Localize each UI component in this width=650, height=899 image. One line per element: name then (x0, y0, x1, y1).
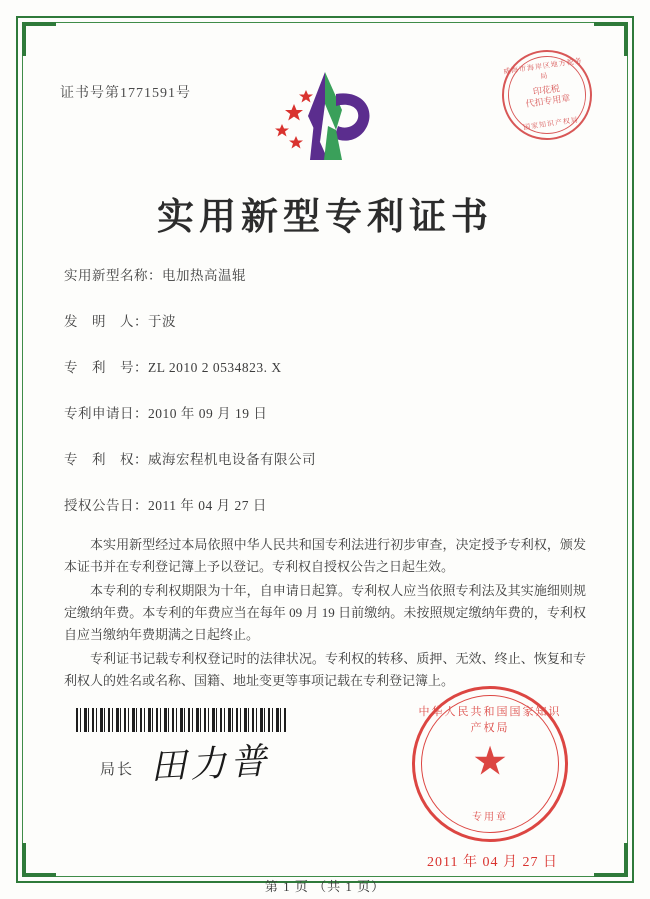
field-row-name (64, 264, 586, 284)
certificate-number: 证书号第1771591号 (60, 86, 191, 101)
official-seal-top-text: 中华人民共和国国家知识产权局 (418, 706, 562, 734)
page-footer: 第 1 页 （共 1 页） (264, 879, 386, 894)
director-signature: 田力普 (149, 740, 272, 788)
field-value-application-date: 2010 年 09 月 19 日 (148, 406, 268, 421)
field-label-grant-date: 授权公告日： (64, 498, 148, 513)
certificate-content (40, 36, 610, 869)
field-value-patent-number: ZL 2010 2 0534823. X (148, 360, 282, 375)
page-title: 实用新型专利证书 (157, 197, 493, 238)
body-paragraph-1: 本实用新型经过本局依照中华人民共和国专利法进行初步审查，决定授予专利权，颁发本证书并在专利登记簿上予以登记。专利权自授权公告之日起生效。 (64, 537, 586, 574)
field-row-grant-date (64, 494, 586, 514)
field-label-application-date: 专利申请日： (64, 406, 148, 421)
field-row-patent-number (64, 356, 586, 376)
director-label: 局长 (100, 762, 135, 778)
tax-stamp-bottom-text: 国家知识产权局 (522, 115, 580, 132)
body-paragraph-2: 本专利的专利权期限为十年，自申请日起算。专利权人应当依照专利法及其实施细则规定缴纳年费。本专利的年费应当在每年 09 月 19 日前缴纳。未按照规定缴纳年费的，专利权自应当缴纳年费期满之日起终止。 (64, 583, 586, 642)
field-list (64, 264, 586, 540)
field-label-patentee: 专 利 权： (64, 452, 148, 467)
tax-stamp-seal (496, 44, 598, 146)
field-label-name: 实用新型名称： (64, 268, 162, 283)
sipo-logo-icon (250, 64, 400, 176)
field-value-patentee: 威海宏程机电设备有限公司 (148, 452, 316, 467)
official-red-seal (412, 686, 568, 842)
field-label-inventor: 发 明 人： (64, 314, 148, 329)
seal-date: 2011 年 04 月 27 日 (427, 855, 558, 870)
field-row-patentee (64, 448, 586, 468)
field-value-inventor: 于波 (148, 314, 176, 329)
field-value-name: 电加热高温辊 (162, 268, 246, 283)
body-text (64, 534, 586, 694)
field-row-inventor (64, 310, 586, 330)
field-row-application-date (64, 402, 586, 422)
barcode (76, 708, 286, 732)
field-value-grant-date: 2011 年 04 月 27 日 (148, 498, 267, 513)
tax-stamp-mid-text: 印花税 代扣专用章 (524, 83, 571, 110)
body-paragraph-3: 专利证书记载专利权登记时的法律状况。专利权的转移、质押、无效、终止、恢复和专利权人的姓名或名称、国籍、地址变更等事项记载在专利登记簿上。 (64, 651, 586, 688)
official-seal-bottom-text: 专用章 (472, 812, 508, 823)
field-label-patent-number: 专 利 号： (64, 360, 148, 375)
star-icon: ★ (472, 738, 508, 784)
tax-stamp-arc-text: 威海市海岸区地方税务局 (502, 56, 584, 81)
